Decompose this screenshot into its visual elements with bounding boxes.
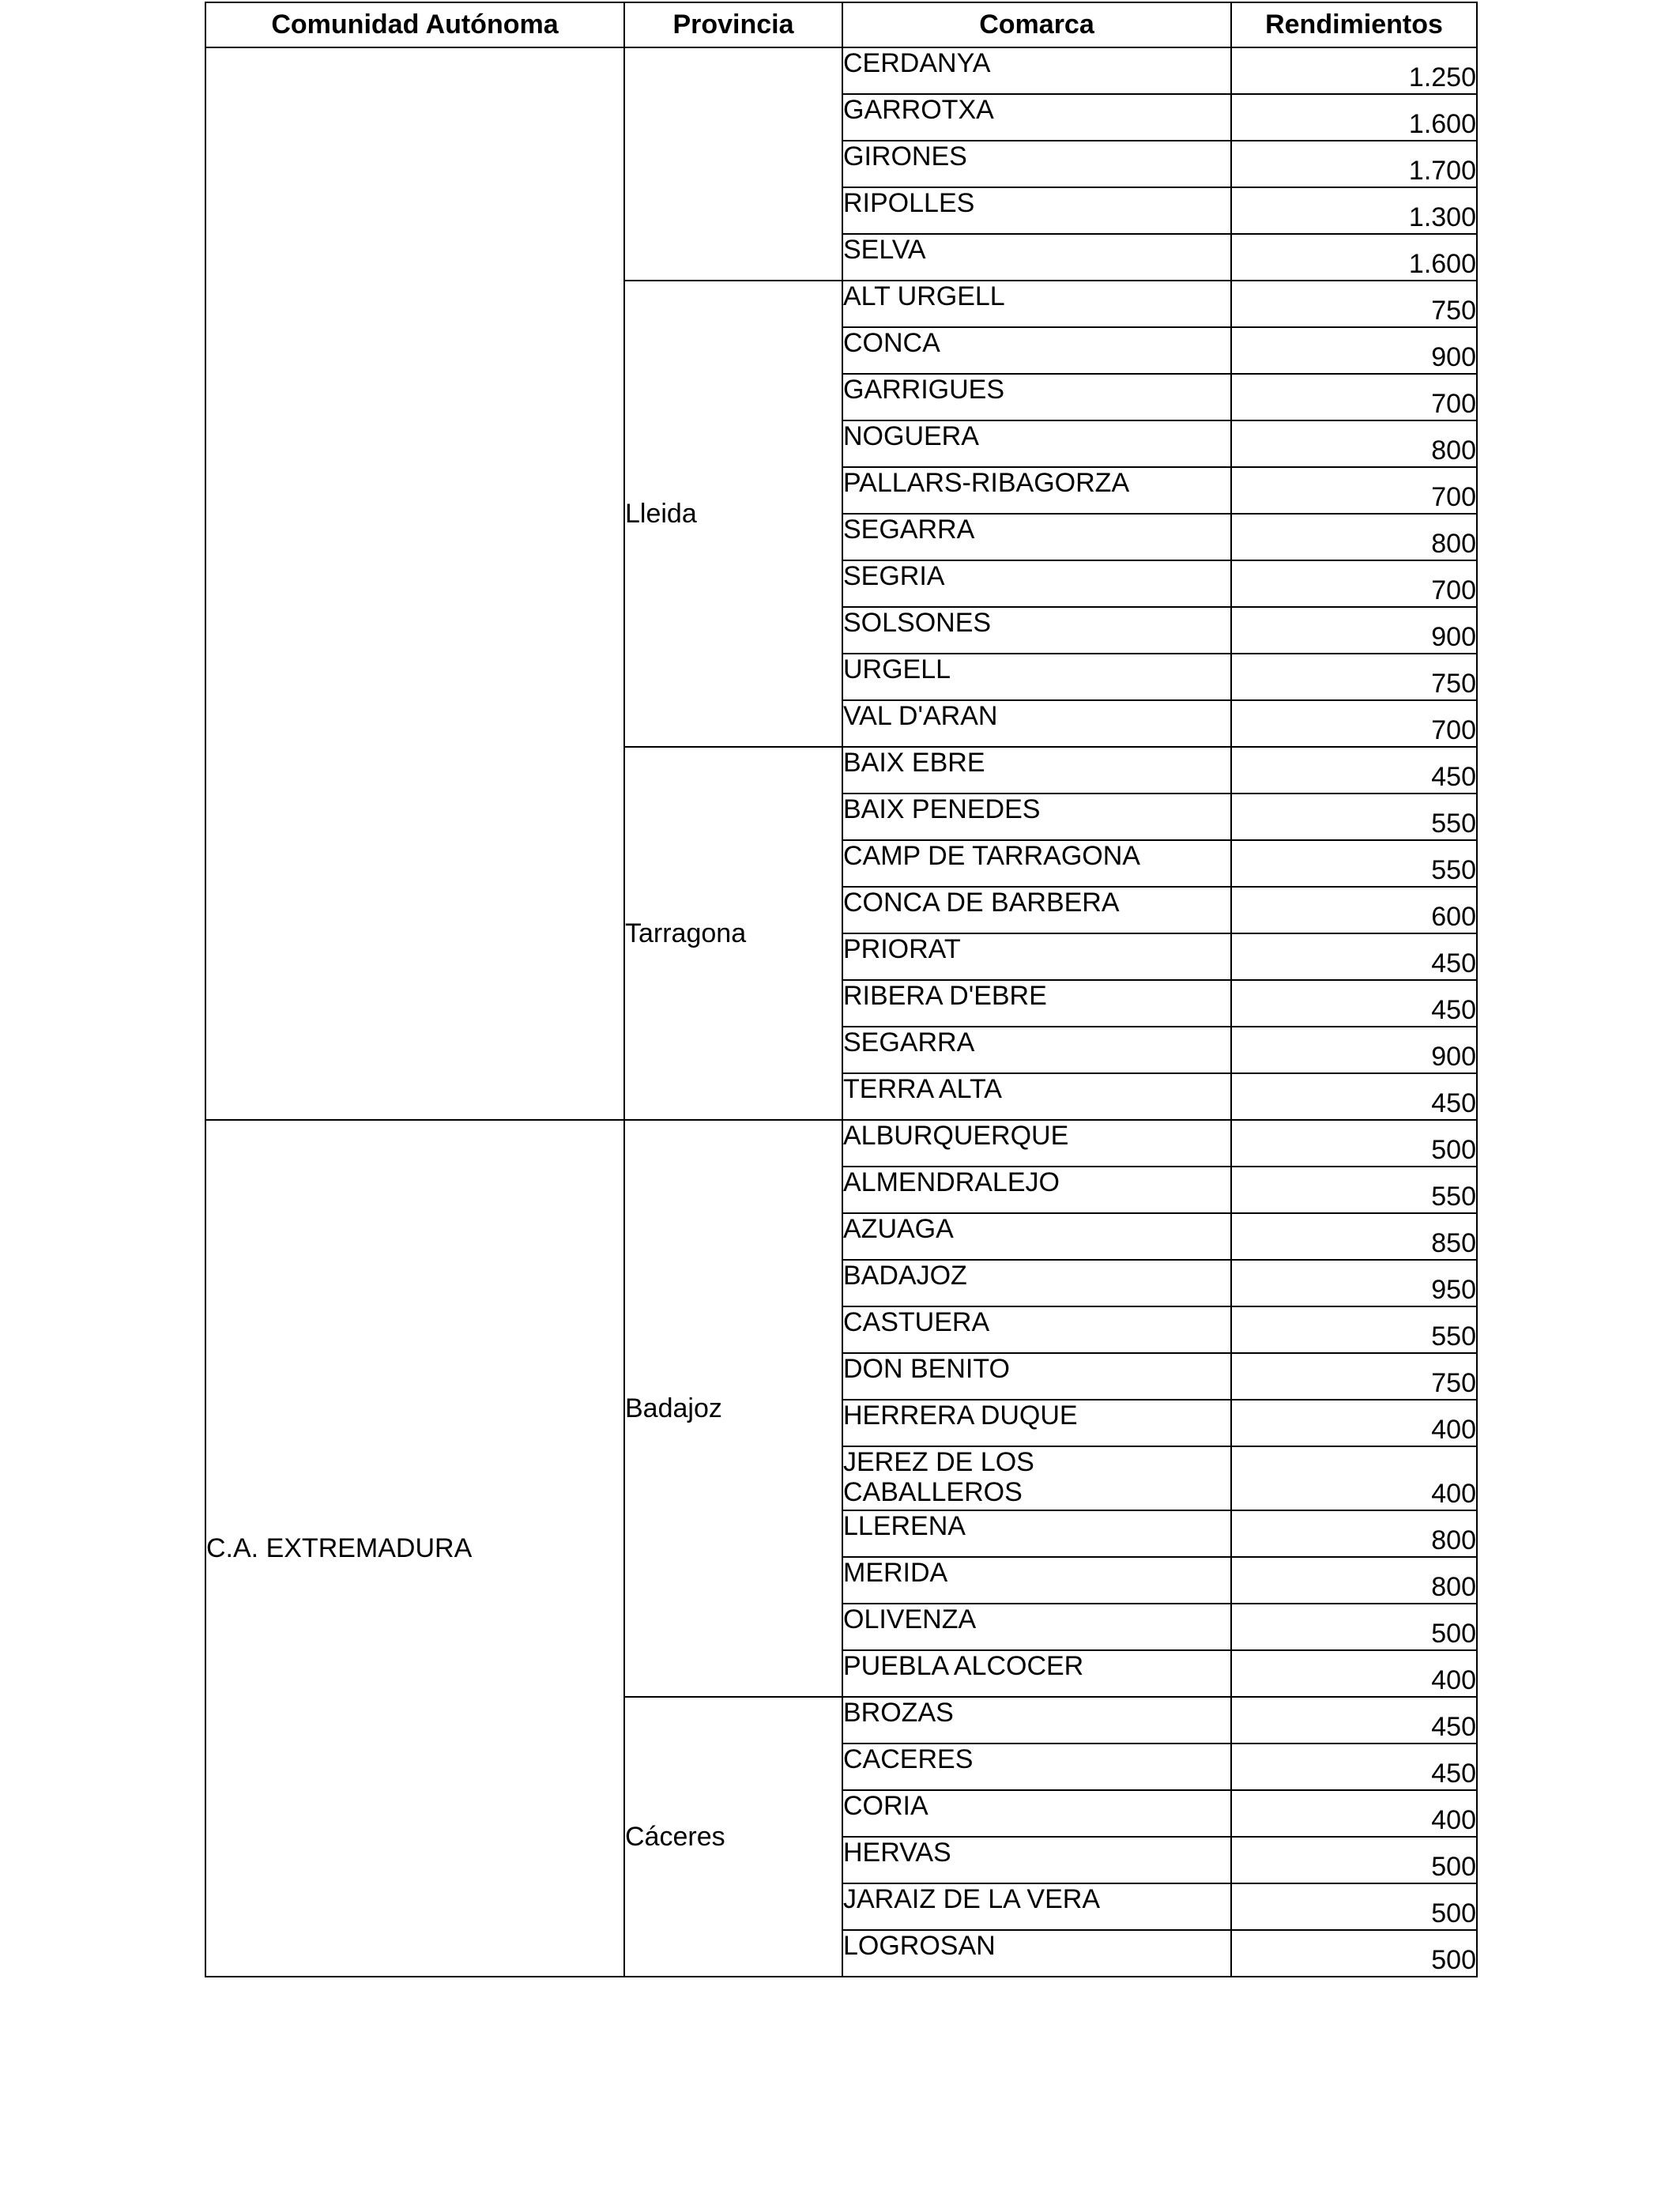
rendimiento-cell: 500 <box>1231 1120 1477 1167</box>
rendimiento-cell: 900 <box>1231 1027 1477 1073</box>
comarca-cell: MERIDA <box>842 1557 1231 1604</box>
comarca-cell: SEGARRA <box>842 1027 1231 1073</box>
comunidad-cell: C.A. EXTREMADURA <box>205 1120 624 1977</box>
comarca-cell: ALT URGELL <box>842 281 1231 327</box>
comarca-cell: DON BENITO <box>842 1353 1231 1400</box>
comarca-cell: SEGRIA <box>842 560 1231 607</box>
rendimientos-table <box>205 2 1478 1977</box>
rendimiento-cell: 750 <box>1231 654 1477 700</box>
comarca-cell: BADAJOZ <box>842 1260 1231 1306</box>
comarca-cell: TERRA ALTA <box>842 1073 1231 1120</box>
provincia-cell: Lleida <box>624 281 842 747</box>
rendimiento-cell: 500 <box>1231 1604 1477 1650</box>
rendimiento-cell: 500 <box>1231 1883 1477 1930</box>
comarca-cell: CACERES <box>842 1744 1231 1790</box>
rendimiento-cell: 800 <box>1231 1510 1477 1557</box>
rendimiento-cell: 550 <box>1231 794 1477 840</box>
rendimiento-cell: 700 <box>1231 560 1477 607</box>
rendimiento-cell: 400 <box>1231 1790 1477 1837</box>
comarca-cell: GARRIGUES <box>842 374 1231 420</box>
provincia-cell: Cáceres <box>624 1697 842 1977</box>
comarca-cell: PALLARS-RIBAGORZA <box>842 467 1231 514</box>
comarca-cell: PUEBLA ALCOCER <box>842 1650 1231 1697</box>
rendimiento-cell: 800 <box>1231 1557 1477 1604</box>
rendimiento-cell: 1.600 <box>1231 94 1477 141</box>
comarca-cell: RIPOLLES <box>842 187 1231 234</box>
rendimiento-cell: 850 <box>1231 1213 1477 1260</box>
comarca-cell: SOLSONES <box>842 607 1231 654</box>
comarca-cell: SELVA <box>842 234 1231 281</box>
table-row <box>205 47 1477 94</box>
rendimiento-cell: 450 <box>1231 933 1477 980</box>
header-row <box>205 2 1477 47</box>
provincia-cell: Badajoz <box>624 1120 842 1697</box>
rendimiento-cell: 1.700 <box>1231 141 1477 187</box>
comarca-cell: GIRONES <box>842 141 1231 187</box>
rendimiento-cell: 800 <box>1231 514 1477 560</box>
comarca-cell: LLERENA <box>842 1510 1231 1557</box>
comarca-cell: BROZAS <box>842 1697 1231 1744</box>
comarca-cell: JEREZ DE LOS CABALLEROS <box>842 1446 1231 1510</box>
comarca-cell: URGELL <box>842 654 1231 700</box>
rendimiento-cell: 450 <box>1231 1697 1477 1744</box>
header-rendimientos: Rendimientos <box>1231 2 1477 47</box>
comarca-cell: CASTUERA <box>842 1306 1231 1353</box>
rendimiento-cell: 950 <box>1231 1260 1477 1306</box>
table-row <box>205 1120 1477 1167</box>
rendimiento-cell: 750 <box>1231 281 1477 327</box>
rendimiento-cell: 450 <box>1231 1744 1477 1790</box>
comarca-cell: HERRERA DUQUE <box>842 1400 1231 1446</box>
comarca-cell: HERVAS <box>842 1837 1231 1883</box>
comarca-cell: CERDANYA <box>842 47 1231 94</box>
comarca-cell: BAIX PENEDES <box>842 794 1231 840</box>
rendimiento-cell: 750 <box>1231 1353 1477 1400</box>
table-body <box>205 47 1477 1977</box>
rendimiento-cell: 550 <box>1231 840 1477 887</box>
comarca-cell: CONCA DE BARBERA <box>842 887 1231 933</box>
rendimiento-cell: 700 <box>1231 467 1477 514</box>
comarca-cell: CAMP DE TARRAGONA <box>842 840 1231 887</box>
comarca-cell: RIBERA D'EBRE <box>842 980 1231 1027</box>
comarca-cell: BAIX EBRE <box>842 747 1231 794</box>
comarca-cell: VAL D'ARAN <box>842 700 1231 747</box>
comarca-cell: SEGARRA <box>842 514 1231 560</box>
comarca-cell: PRIORAT <box>842 933 1231 980</box>
rendimiento-cell: 500 <box>1231 1930 1477 1977</box>
comunidad-cell <box>205 47 624 1120</box>
rendimiento-cell: 1.600 <box>1231 234 1477 281</box>
rendimiento-cell: 900 <box>1231 327 1477 374</box>
rendimiento-cell: 450 <box>1231 1073 1477 1120</box>
comarca-cell: ALMENDRALEJO <box>842 1167 1231 1213</box>
comarca-cell: CONCA <box>842 327 1231 374</box>
comarca-cell: CORIA <box>842 1790 1231 1837</box>
comarca-cell: GARROTXA <box>842 94 1231 141</box>
header-comunidad: Comunidad Autónoma <box>205 2 624 47</box>
rendimiento-cell: 900 <box>1231 607 1477 654</box>
rendimiento-cell: 600 <box>1231 887 1477 933</box>
provincia-cell <box>624 47 842 281</box>
rendimiento-cell: 1.250 <box>1231 47 1477 94</box>
rendimiento-cell: 500 <box>1231 1837 1477 1883</box>
header-comarca: Comarca <box>842 2 1231 47</box>
comarca-cell: JARAIZ DE LA VERA <box>842 1883 1231 1930</box>
comarca-cell: NOGUERA <box>842 420 1231 467</box>
comarca-cell: ALBURQUERQUE <box>842 1120 1231 1167</box>
header-provincia: Provincia <box>624 2 842 47</box>
rendimiento-cell: 1.300 <box>1231 187 1477 234</box>
rendimiento-cell: 550 <box>1231 1167 1477 1213</box>
rendimiento-cell: 400 <box>1231 1650 1477 1697</box>
rendimiento-cell: 550 <box>1231 1306 1477 1353</box>
rendimiento-cell: 400 <box>1231 1400 1477 1446</box>
comarca-cell: AZUAGA <box>842 1213 1231 1260</box>
rendimiento-cell: 800 <box>1231 420 1477 467</box>
rendimiento-cell: 400 <box>1231 1446 1477 1510</box>
rendimiento-cell: 700 <box>1231 700 1477 747</box>
rendimiento-cell: 450 <box>1231 747 1477 794</box>
provincia-cell: Tarragona <box>624 747 842 1120</box>
comarca-cell: OLIVENZA <box>842 1604 1231 1650</box>
rendimiento-cell: 450 <box>1231 980 1477 1027</box>
comarca-cell: LOGROSAN <box>842 1930 1231 1977</box>
rendimiento-cell: 700 <box>1231 374 1477 420</box>
